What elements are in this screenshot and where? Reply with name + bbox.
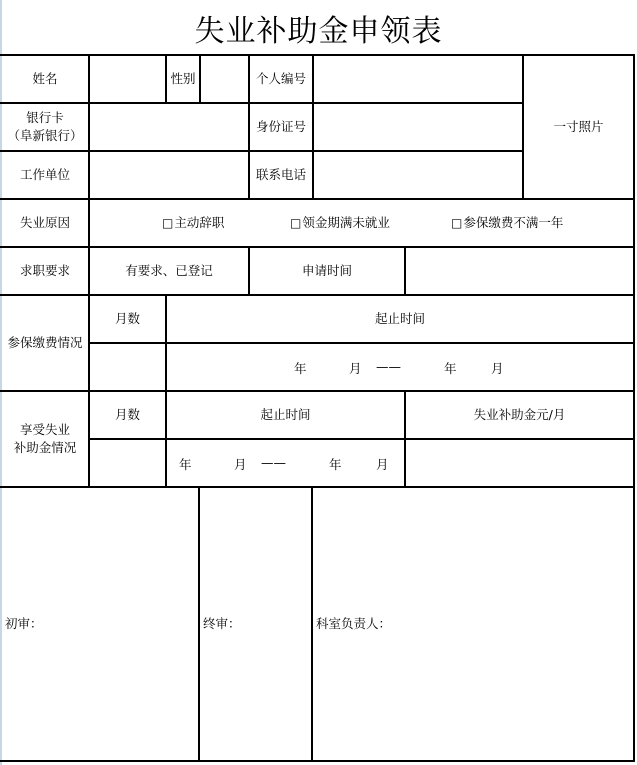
grid-line — [404, 390, 406, 488]
unemployment-reason-label: 失业原因 — [19, 215, 70, 230]
grid-line — [165, 294, 167, 488]
form-title: 失业补助金申领表 — [194, 13, 443, 49]
personal-id-label: 个人编号 — [255, 71, 306, 86]
grid-line — [311, 486, 313, 762]
year-start: 年 — [294, 361, 307, 376]
grid-line — [0, 486, 635, 488]
year-end: 年 — [329, 457, 342, 472]
insurance-months-field[interactable] — [90, 343, 165, 391]
insurance-period-field[interactable] — [167, 359, 633, 377]
reason-option-voluntary[interactable] — [162, 199, 262, 247]
job-requirement-label: 求职要求 — [19, 263, 70, 278]
final-review[interactable]: 终审： — [203, 616, 241, 631]
name-label: 姓名 — [32, 71, 58, 86]
grid-line — [0, 294, 635, 296]
name-field[interactable] — [90, 55, 165, 103]
benefit-label — [2, 391, 88, 487]
grid-line — [165, 54, 167, 104]
bank-card-field[interactable] — [90, 103, 248, 151]
employer-field[interactable] — [90, 151, 248, 199]
grid-line — [522, 54, 524, 200]
benefit-amount-field[interactable] — [406, 439, 633, 487]
grid-line — [0, 102, 523, 104]
grid-line — [248, 246, 250, 296]
grid-line — [0, 760, 635, 762]
grid-line — [633, 54, 635, 762]
month-start: 月 — [349, 361, 362, 376]
grid-line — [0, 390, 635, 392]
month-start: 月 — [234, 457, 247, 472]
phone-label: 联系电话 — [255, 167, 306, 182]
bank-card-label-line2: （阜新银行） — [7, 128, 83, 143]
benefit-period-field[interactable] — [167, 455, 404, 473]
id-card-field[interactable] — [314, 103, 522, 151]
apply-time-field[interactable] — [406, 247, 633, 295]
insurance-label: 参保缴费情况 — [7, 335, 83, 350]
reason-option-benefit-expired[interactable] — [290, 199, 420, 247]
year-start: 年 — [179, 457, 192, 472]
grid-line — [198, 486, 200, 762]
checkbox-icon[interactable]: □ — [451, 216, 463, 230]
grid-line — [88, 54, 90, 488]
date-dash: —— — [376, 359, 401, 374]
bank-card-label — [2, 103, 88, 151]
year-end: 年 — [444, 361, 457, 376]
id-card-label: 身份证号 — [255, 119, 306, 134]
reason-option-label: 参保缴费不满一年 — [463, 215, 564, 230]
grid-line — [312, 54, 314, 200]
benefit-months-field[interactable] — [90, 439, 165, 487]
grid-line — [404, 246, 406, 296]
checkbox-icon[interactable]: □ — [162, 216, 174, 230]
grid-line — [0, 246, 635, 248]
reason-option-label: 主动辞职 — [174, 215, 225, 230]
section-head-review[interactable]: 科室负责人： — [316, 616, 392, 631]
reason-option-label: 领金期满未就业 — [302, 215, 390, 230]
reason-option-under-one-year[interactable] — [451, 199, 601, 247]
grid-line — [88, 438, 635, 440]
grid-line — [0, 198, 635, 200]
grid-line — [199, 54, 201, 104]
benefit-amount-label: 失业补助金元/月 — [473, 407, 566, 422]
insurance-months-label: 月数 — [114, 311, 140, 326]
employer-label: 工作单位 — [19, 167, 70, 182]
photo-box: 一寸照片 — [553, 119, 604, 134]
month-end: 月 — [376, 457, 389, 472]
benefit-period-label: 起止时间 — [260, 407, 311, 422]
personal-id-field[interactable] — [314, 55, 522, 103]
grid-line — [0, 54, 635, 56]
job-requirement-value: 有要求、已登记 — [125, 263, 213, 278]
month-end: 月 — [491, 361, 504, 376]
phone-field[interactable] — [314, 151, 522, 199]
gender-label: 性别 — [170, 71, 196, 86]
grid-line — [88, 342, 635, 344]
insurance-period-label: 起止时间 — [374, 311, 425, 326]
initial-review[interactable]: 初审： — [5, 616, 43, 631]
bank-card-label-line1: 银行卡 — [26, 110, 64, 125]
grid-line — [248, 54, 250, 200]
gender-field[interactable] — [201, 55, 248, 103]
apply-time-label: 申请时间 — [301, 263, 352, 278]
grid-line — [0, 150, 523, 152]
benefit-label-line2: 补助金情况 — [13, 440, 77, 455]
date-dash: —— — [261, 455, 286, 470]
benefit-months-label: 月数 — [114, 407, 140, 422]
benefit-label-line1: 享受失业 — [19, 422, 70, 437]
checkbox-icon[interactable]: □ — [290, 216, 302, 230]
